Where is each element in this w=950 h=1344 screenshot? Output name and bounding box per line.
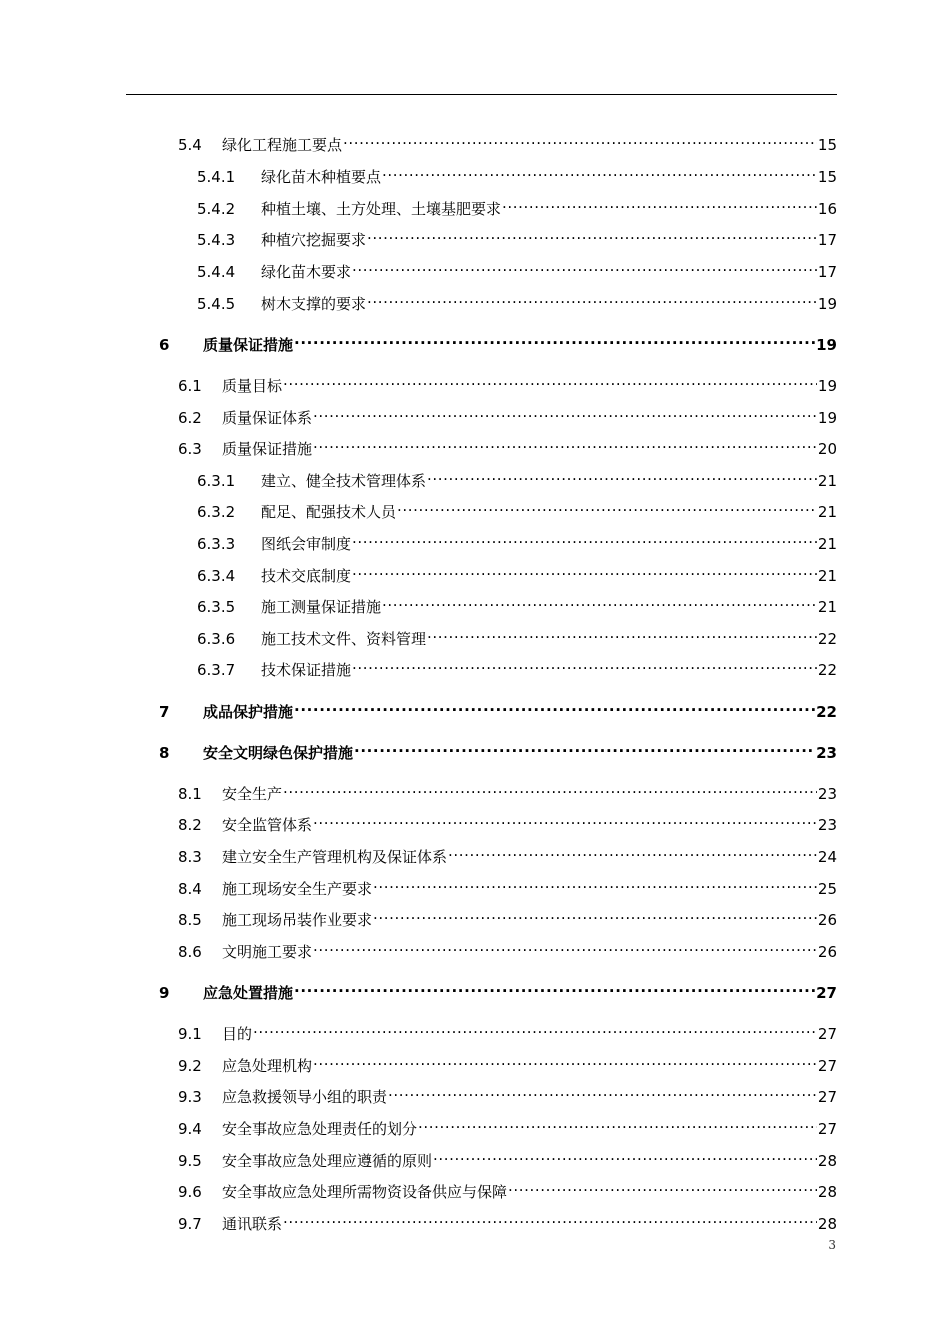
toc-entry-page: 27 (816, 984, 837, 1002)
toc-entry[interactable] (0, 777, 837, 803)
toc-entry[interactable] (0, 255, 837, 281)
toc-entry-page: 23 (817, 816, 837, 834)
toc-entry-number: 9.4 (178, 1120, 202, 1138)
toc-entry-title: 技术保证措施 (261, 661, 352, 679)
toc-entry-number: 9.5 (178, 1152, 202, 1170)
toc-entry-number: 7 (159, 703, 170, 721)
toc-entry-number: 8.5 (178, 911, 202, 929)
toc-dot-leader (502, 192, 817, 214)
toc-entry[interactable] (0, 328, 837, 354)
toc-entry[interactable] (0, 287, 837, 313)
toc-entry-page: 24 (817, 848, 837, 866)
toc-entry-page: 17 (817, 231, 837, 249)
toc-entry[interactable] (0, 369, 837, 395)
toc-entry-number: 6.3 (178, 440, 202, 458)
toc-dot-leader (313, 1049, 817, 1071)
toc-entry-number: 8.6 (178, 943, 202, 961)
toc-entry-number: 6.3.2 (197, 503, 236, 521)
toc-entry[interactable] (0, 1144, 837, 1170)
toc-entry-title: 施工测量保证措施 (261, 598, 382, 616)
toc-entry[interactable] (0, 1175, 837, 1201)
toc-dot-leader (373, 872, 817, 894)
toc-entry-title: 树木支撑的要求 (261, 295, 367, 313)
toc-entry-page: 27 (817, 1088, 837, 1106)
toc-entry[interactable] (0, 653, 837, 679)
toc-entry-page: 22 (817, 630, 837, 648)
toc-entry-number: 6.3.7 (197, 661, 236, 679)
toc-dot-leader (397, 495, 817, 517)
toc-dot-leader (433, 1144, 817, 1166)
toc-entry-number: 5.4.1 (197, 168, 236, 186)
toc-entry-number: 5.4.3 (197, 231, 236, 249)
toc-entry-title: 质量目标 (222, 377, 283, 395)
toc-entry-page: 19 (817, 377, 837, 395)
toc-dot-leader (448, 840, 817, 862)
toc-entry-title: 安全事故应急处理责任的划分 (222, 1120, 418, 1138)
toc-dot-leader (294, 328, 815, 350)
toc-entry-title: 文明施工要求 (222, 943, 313, 961)
toc-entry-title: 质量保证措施 (222, 440, 313, 458)
toc-dot-leader (354, 736, 815, 758)
toc-entry-number: 9.1 (178, 1025, 202, 1043)
toc-entry[interactable] (0, 432, 837, 458)
toc-entry-title: 应急处理机构 (222, 1057, 313, 1075)
toc-entry-page: 21 (817, 535, 837, 553)
toc-entry-number: 8.1 (178, 785, 202, 803)
toc-entry-title: 安全文明绿色保护措施 (203, 744, 354, 762)
toc-entry-title: 质量保证体系 (222, 409, 313, 427)
toc-entry-page: 26 (817, 943, 837, 961)
toc-entry-number: 6.3.1 (197, 472, 236, 490)
toc-entry-number: 6 (159, 336, 170, 354)
toc-entry[interactable] (0, 495, 837, 521)
toc-entry-page: 25 (817, 880, 837, 898)
toc-entry-number: 9.3 (178, 1088, 202, 1106)
toc-entry[interactable] (0, 872, 837, 898)
toc-entry-number: 5.4.5 (197, 295, 236, 313)
toc-entry[interactable] (0, 527, 837, 553)
toc-entry-page: 15 (817, 136, 837, 154)
page-number: 3 (828, 1238, 836, 1252)
toc-dot-leader (313, 432, 817, 454)
toc-entry-title: 成品保护措施 (203, 703, 294, 721)
toc-entry-number: 9.2 (178, 1057, 202, 1075)
toc-entry-number: 9.7 (178, 1215, 202, 1233)
toc-entry[interactable] (0, 223, 837, 249)
toc-entry-title: 安全生产 (222, 785, 283, 803)
toc-entry-page: 19 (817, 409, 837, 427)
toc-entry-page: 27 (817, 1120, 837, 1138)
toc-dot-leader (313, 401, 817, 423)
toc-entry-page: 19 (817, 295, 837, 313)
toc-dot-leader (427, 464, 817, 486)
toc-entry-page: 19 (816, 336, 837, 354)
toc-dot-leader (283, 777, 817, 799)
toc-dot-leader (418, 1112, 817, 1134)
toc-dot-leader (508, 1175, 817, 1197)
toc-entry-number: 6.3.3 (197, 535, 236, 553)
toc-entry-page: 22 (817, 661, 837, 679)
toc-entry-title: 质量保证措施 (203, 336, 294, 354)
toc-entry[interactable] (0, 401, 837, 427)
toc-entry[interactable] (0, 622, 837, 648)
toc-entry[interactable] (0, 1112, 837, 1138)
toc-entry[interactable] (0, 192, 837, 218)
toc-entry-page: 21 (817, 472, 837, 490)
toc-dot-leader (313, 935, 817, 957)
toc-dot-leader (294, 695, 815, 717)
toc-entry-page: 22 (816, 703, 837, 721)
toc-dot-leader (388, 1080, 817, 1102)
toc-entry[interactable] (0, 160, 837, 186)
toc-entry-number: 8.2 (178, 816, 202, 834)
toc-dot-leader (283, 1207, 817, 1229)
toc-dot-leader (283, 369, 817, 391)
toc-entry-title: 应急处置措施 (203, 984, 294, 1002)
toc-dot-leader (382, 590, 817, 612)
toc-entry[interactable] (0, 976, 837, 1002)
toc-entry-page: 17 (817, 263, 837, 281)
toc-entry[interactable] (0, 695, 837, 721)
toc-dot-leader (352, 559, 817, 581)
toc-entry-page: 23 (816, 744, 837, 762)
toc-entry[interactable] (0, 559, 837, 585)
toc-entry-title: 目的 (222, 1025, 253, 1043)
toc-entry-title: 绿化苗木要求 (261, 263, 352, 281)
toc-entry-number: 6.3.6 (197, 630, 236, 648)
toc-dot-leader (352, 653, 817, 675)
toc-entry-number: 5.4.4 (197, 263, 236, 281)
toc-entry-number: 8 (159, 744, 170, 762)
toc-entry[interactable] (0, 935, 837, 961)
toc-entry-title: 建立、健全技术管理体系 (261, 472, 427, 490)
toc-entry-title: 绿化苗木种植要点 (261, 168, 382, 186)
toc-entry[interactable] (0, 840, 837, 866)
toc-entry-title: 安全监管体系 (222, 816, 313, 834)
toc-entry-page: 15 (817, 168, 837, 186)
toc-entry[interactable] (0, 903, 837, 929)
toc-entry-page: 28 (817, 1215, 837, 1233)
toc-dot-leader (427, 622, 817, 644)
toc-entry[interactable] (0, 1017, 837, 1043)
toc-entry[interactable] (0, 590, 837, 616)
toc-dot-leader (367, 223, 817, 245)
toc-entry-page: 26 (817, 911, 837, 929)
toc-entry[interactable] (0, 128, 837, 154)
toc-entry-page: 28 (817, 1183, 837, 1201)
toc-entry-title: 种植穴挖掘要求 (261, 231, 367, 249)
toc-entry-page: 27 (817, 1025, 837, 1043)
toc-entry-number: 6.1 (178, 377, 202, 395)
toc-dot-leader (352, 527, 817, 549)
toc-entry[interactable] (0, 1080, 837, 1106)
toc-dot-leader (373, 903, 817, 925)
toc-entry-page: 20 (817, 440, 837, 458)
toc-entry-page: 21 (817, 567, 837, 585)
toc-entry[interactable] (0, 1207, 837, 1233)
toc-entry-number: 8.3 (178, 848, 202, 866)
toc-entry-title: 绿化工程施工要点 (222, 136, 343, 154)
toc-entry-title: 安全事故应急处理应遵循的原则 (222, 1152, 433, 1170)
toc-dot-leader (382, 160, 817, 182)
toc-entry-page: 21 (817, 598, 837, 616)
toc-entry-number: 6.2 (178, 409, 202, 427)
toc-entry-title: 种植土壤、土方处理、土壤基肥要求 (261, 200, 502, 218)
toc-entry-number: 9 (159, 984, 170, 1002)
toc-entry[interactable] (0, 736, 837, 762)
toc-entry-title: 施工技术文件、资料管理 (261, 630, 427, 648)
toc-entry-page: 16 (817, 200, 837, 218)
toc-entry-number: 8.4 (178, 880, 202, 898)
toc-entry-number: 6.3.5 (197, 598, 236, 616)
toc-dot-leader (343, 128, 817, 150)
toc-entry-title: 配足、配强技术人员 (261, 503, 397, 521)
toc-entry-title: 图纸会审制度 (261, 535, 352, 553)
toc-dot-leader (294, 976, 815, 998)
toc-dot-leader (352, 255, 817, 277)
toc-entry-number: 5.4.2 (197, 200, 236, 218)
toc-entry-page: 23 (817, 785, 837, 803)
toc-entry-title: 应急救援领导小组的职责 (222, 1088, 388, 1106)
toc-dot-leader (367, 287, 817, 309)
toc-entry-title: 通讯联系 (222, 1215, 283, 1233)
toc-entry-title: 技术交底制度 (261, 567, 352, 585)
toc-entry[interactable] (0, 464, 837, 490)
toc-dot-leader (313, 808, 817, 830)
toc-entry-title: 建立安全生产管理机构及保证体系 (222, 848, 448, 866)
toc-entry-number: 9.6 (178, 1183, 202, 1201)
toc-dot-leader (253, 1017, 817, 1039)
toc-entry-page: 21 (817, 503, 837, 521)
toc-entry-page: 27 (817, 1057, 837, 1075)
toc-entry-number: 5.4 (178, 136, 202, 154)
toc-entry[interactable] (0, 808, 837, 834)
toc-entry-title: 安全事故应急处理所需物资设备供应与保障 (222, 1183, 508, 1201)
toc-entry-title: 施工现场吊装作业要求 (222, 911, 373, 929)
toc-entry-page: 28 (817, 1152, 837, 1170)
toc-entry[interactable] (0, 1049, 837, 1075)
toc-entry-number: 6.3.4 (197, 567, 236, 585)
toc-entry-title: 施工现场安全生产要求 (222, 880, 373, 898)
